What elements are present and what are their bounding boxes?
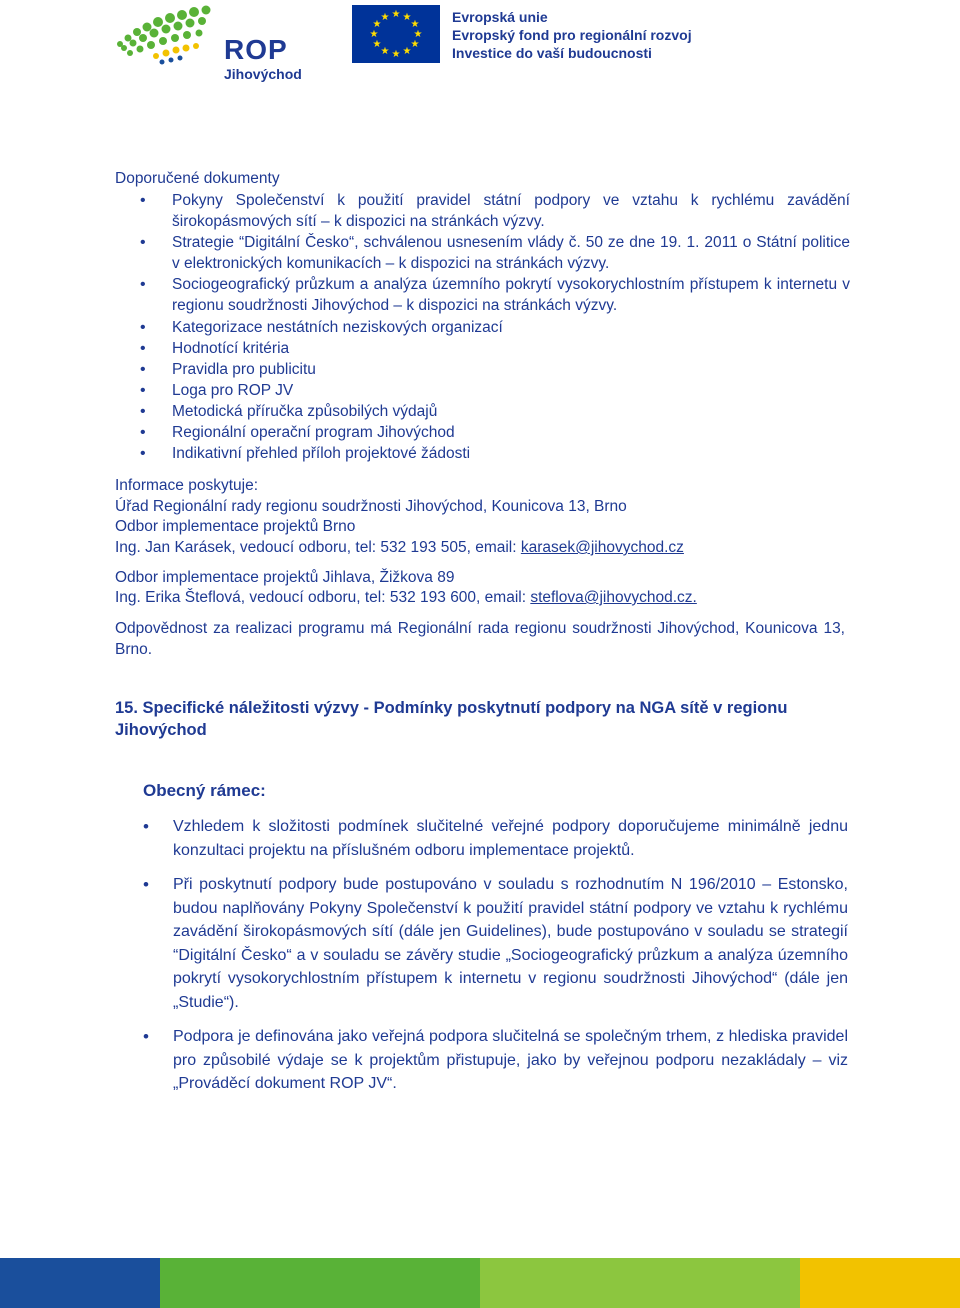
section-15-heading <box>115 697 860 741</box>
svg-text:★: ★ <box>372 39 382 50</box>
eu-line-3: Investice do vaší budoucnosti <box>452 45 652 61</box>
list-item: • Strategie “Digitální Česko“, schválenou usnesením vlády č. 50 ze dne 19. 1. 2011 o Státní politice v elektronických komunikacích – k dispozici na stránkách výzvy. <box>115 232 850 274</box>
eu-text-block <box>452 8 692 62</box>
svg-text:★: ★ <box>402 46 412 57</box>
svg-text:★: ★ <box>391 9 401 20</box>
svg-text:★: ★ <box>413 29 423 40</box>
footer-stripe-green <box>160 1258 480 1308</box>
email-link-karasek[interactable]: karasek@jihovychod.cz <box>520 539 684 556</box>
list-item: • Metodická příručka způsobilých výdajů <box>115 401 850 422</box>
email-link-steflova[interactable]: steflova@jihovychod.cz. <box>530 589 697 606</box>
list-item: • Pravidla pro publicitu <box>115 359 850 380</box>
rop-logo-sub-text: Jihovýchod <box>224 66 302 82</box>
framework-list <box>143 815 848 1096</box>
rop-logo <box>110 0 320 86</box>
list-item: • Vzhledem k složitosti podmínek slučitelné veřejné podpory doporučujeme minimálně jednu konzultaci projektu na příslušném odboru implementace projektů. <box>143 815 848 862</box>
info-contact-jihlava <box>115 587 697 608</box>
footer-stripe-blue <box>0 1258 160 1308</box>
svg-text:★: ★ <box>410 19 420 30</box>
contact-jihlava-text: Ing. Erika Šteflová, vedoucí odboru, tel: 532 193 600, email: <box>115 589 531 606</box>
footer-stripe-lightgreen <box>480 1258 800 1308</box>
recommended-documents-title: Doporučené dokumenty <box>115 170 280 187</box>
svg-text:★: ★ <box>380 46 390 57</box>
svg-text:★: ★ <box>391 49 401 60</box>
list-item: • Regionální operační program Jihovýchod <box>115 422 850 443</box>
list-item: • Loga pro ROP JV <box>115 380 850 401</box>
rop-logo-main-text: ROP <box>224 34 288 65</box>
responsibility-text: Odpovědnost za realizaci programu má Regionální rada regionu soudržnosti Jihovýchod, Kounicova 13, Brno. <box>115 620 845 658</box>
eu-flag-icon <box>352 5 440 63</box>
recommended-documents-list <box>115 190 850 464</box>
eu-line-2: Evropský fond pro regionální rozvoj <box>452 27 692 43</box>
list-item: • Indikativní přehled příloh projektové žádosti <box>115 443 850 464</box>
svg-text:★: ★ <box>402 12 412 23</box>
section-15-title: Specifické náležitosti výzvy - Podmínky poskytnutí podpory na NGA sítě v regionu Jihovýchod <box>115 699 788 739</box>
list-item: • Hodnotící kritéria <box>115 338 850 359</box>
list-item: • Pokyny Společenství k použití pravidel státní podpory ve vztahu k rychlému zavádění širokopásmových sítí – k dispozici na stránkách výzvy. <box>115 190 850 232</box>
section-15-number: 15. <box>115 699 138 717</box>
svg-text:★: ★ <box>372 19 382 30</box>
list-item: • Při poskytnutí podpory bude postupováno v souladu s rozhodnutím N 196/2010 – Estonsko, budou naplňovány Pokyny Společenství k použití pravidel státní podpory ve vztahu k rychlému zavádění širokopásmových sítí (dále jen Guidelines), bude postupováno v souladu se strategií “Digitální Česko“ a v souladu se závěry studie „Sociogeografický průzkum a analýza územního pokrytí vysokorychlostním přístupem k internetu v regionu soudržnosti Jihovýchod“ (dále jen „Studie“). <box>143 873 848 1014</box>
svg-text:★: ★ <box>369 29 379 40</box>
list-item: • Kategorizace nestátních neziskových organizací <box>115 317 850 338</box>
info-label: Informace poskytuje: <box>115 477 259 494</box>
list-item: • Sociogeografický průzkum a analýza územního pokrytí vysokorychlostním přístupem k internetu v regionu soudržnosti Jihovýchod – k dispozici na stránkách výzvy. <box>115 274 850 316</box>
svg-text:★: ★ <box>380 12 390 23</box>
info-dept-brno: Odbor implementace projektů Brno <box>115 518 356 535</box>
info-office: Úřad Regionální rady regionu soudržnosti Jihovýchod, Kounicova 13, Brno <box>115 498 627 515</box>
eu-line-1: Evropská unie <box>452 9 548 25</box>
list-item: • Podpora je definována jako veřejná podpora slučitelná se společným trhem, z hlediska pravidel pro způsobilé výdaje se k projektům přistupuje, jako by veřejnou podporu nezakládaly – viz „Prováděcí dokument ROP JV“. <box>143 1025 848 1096</box>
info-dept-jihlava: Odbor implementace projektů Jihlava, Žižkova 89 <box>115 569 455 586</box>
footer-stripe-yellow <box>800 1258 960 1308</box>
contact-brno-text: Ing. Jan Karásek, vedoucí odboru, tel: 532 193 505, email: <box>115 539 521 556</box>
framework-title: Obecný rámec: <box>143 781 266 800</box>
info-contact-brno <box>115 537 684 558</box>
svg-text:★: ★ <box>410 39 420 50</box>
